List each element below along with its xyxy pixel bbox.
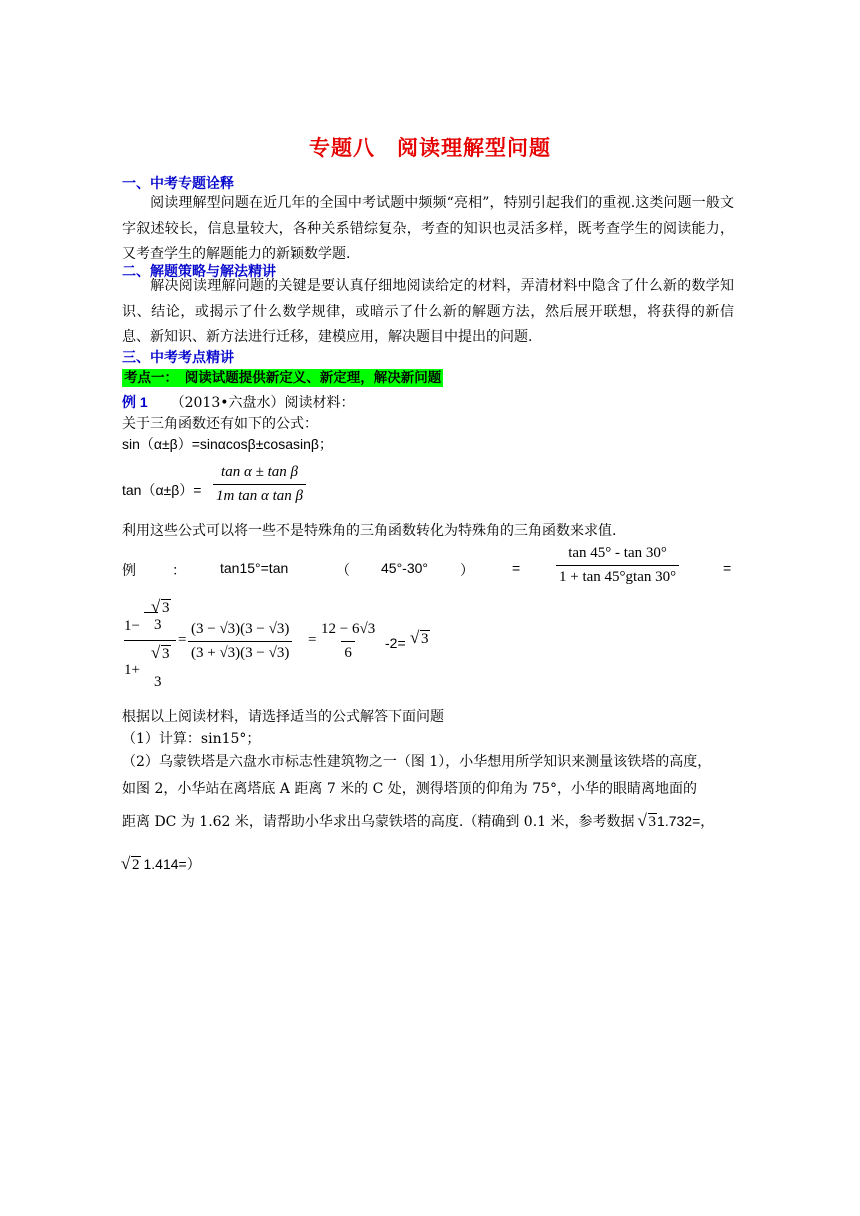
- tan-formula-denominator: 1m tan α tan β: [213, 484, 306, 505]
- example-label: 例 1: [122, 394, 148, 410]
- ex-colon: ：: [172, 563, 186, 579]
- ex-word: 例: [122, 563, 136, 579]
- ref-sqrt2: √ 2: [122, 857, 141, 874]
- ex-tan15: tan15°=tan: [220, 560, 289, 576]
- example-source: （2013•六盘水）阅读材料：: [170, 395, 355, 411]
- calc-f3-num: 12 − 6√3: [321, 621, 376, 637]
- ex-angle: 45°-30°: [381, 560, 429, 576]
- calc-f1-bot: 1+: [124, 662, 140, 678]
- section-heading-3: 三、中考考点精讲: [122, 350, 234, 366]
- question-2-line-4: [122, 854, 201, 874]
- ex-fraction-denominator: 1 + tan 45°gtan 30°: [556, 565, 679, 586]
- sin-formula: sin（α±β）=sinαcosβ±cosasinβ；: [122, 436, 333, 452]
- calc-f2-num: (3 − √3)(3 − √3): [191, 621, 290, 637]
- page-title: 专题八 阅读理解型问题: [309, 136, 551, 160]
- usage-text: 利用这些公式可以将一些不是特殊角的三角函数转化为特殊角的三角函数来求值.: [122, 523, 617, 539]
- question-2-line-3: [122, 811, 714, 831]
- calc-fraction-3: [318, 621, 378, 662]
- ex-eq2: =: [723, 560, 732, 576]
- tan-formula-fraction: [213, 464, 306, 505]
- calc-fraction-2: [188, 621, 292, 662]
- calc-f2-den: (3 + √3)(3 − √3): [188, 641, 292, 662]
- ref-value-2: 1.414=）: [143, 856, 201, 872]
- calc-tail: -2=: [385, 635, 406, 651]
- ex-lparen: （: [336, 563, 350, 579]
- question-2-line-3-text: 距离 DC 为 1.62 米，请帮助小华求出乌蒙铁塔的高度.（精确到 0.1 米，参考数据: [122, 814, 635, 830]
- section-heading-1: 一、中考专题诠释: [122, 176, 234, 192]
- question-2-line-1: （2）乌蒙铁塔是六盘水市标志性建筑物之一（图 1），小华想用所学知识来测量该铁塔的高度，: [122, 754, 712, 770]
- example-header: [122, 392, 354, 412]
- ex-eq1: =: [512, 560, 521, 576]
- calc-eq-1: =: [178, 632, 187, 648]
- section-body-2: [122, 274, 734, 351]
- question-intro: 根据以上阅读材料，请选择适当的公式解答下面问题: [122, 709, 444, 725]
- calc-eq-2: =: [308, 632, 317, 648]
- calc-compound-fraction: [124, 600, 176, 696]
- calc-f1-top-den: 3: [154, 617, 162, 633]
- calc-f1-top: 1−: [124, 618, 140, 634]
- question-2-line-2: 如图 2，小华站在离塔底 A 距离 7 米的 C 处，测得塔顶的仰角为 75°，小华的眼睛离地面的: [122, 781, 698, 797]
- section-body-1: [122, 191, 734, 268]
- calc-f3-den: 6: [341, 641, 355, 662]
- section-body-2-text: 解决阅读理解问题的关键是要认真仔细地阅读给定的材料，弄清材料中隐含了什么新的数学知识、结论，或揭示了什么数学规律，或暗示了什么新的解题方法，然后展开联想，将获得的新信息、新知识、新方法进行迁移，建模应用，解决题目中提出的问题.: [122, 278, 734, 345]
- ex-rparen: ）: [460, 563, 474, 579]
- calc-result-sqrt: √ 3: [411, 631, 430, 648]
- ref-sqrt3: √ 3: [639, 814, 658, 831]
- calc-f1-bot-den: 3: [154, 674, 162, 690]
- question-1: （1）计算：sin15°；: [122, 731, 261, 747]
- section-heading-2: 二、解题策略与解法精讲: [122, 264, 276, 280]
- ref-value-1: 1.732=，: [657, 813, 715, 829]
- calc-f1-bot-sqrt: √ 3: [152, 646, 171, 663]
- ex-fraction-numerator: tan 45° - tan 30°: [568, 545, 667, 561]
- section-body-1-text: 阅读理解型问题在近几年的全国中考试题中频频“亮相”，特别引起我们的重视.这类问题一般文字叙述较长，信息量较大，各种关系错综复杂，考查的知识也灵活多样，既考查学生的阅读能力，又考查学生的解题能力的新颖数学题.: [122, 195, 734, 262]
- kaodian-highlight: 考点一： 阅读试题提供新定义、新定理，解决新问题: [124, 370, 442, 386]
- calc-f1-top-sqrt: √ 3: [152, 600, 171, 617]
- tan-formula-numerator: tan α ± tan β: [221, 464, 298, 480]
- tan-formula-prefix: tan（α±β）=: [122, 482, 202, 498]
- example-intro: 关于三角函数还有如下的公式：: [122, 416, 318, 432]
- ex-fraction: [556, 545, 679, 586]
- calc-f1-bar: [124, 640, 176, 641]
